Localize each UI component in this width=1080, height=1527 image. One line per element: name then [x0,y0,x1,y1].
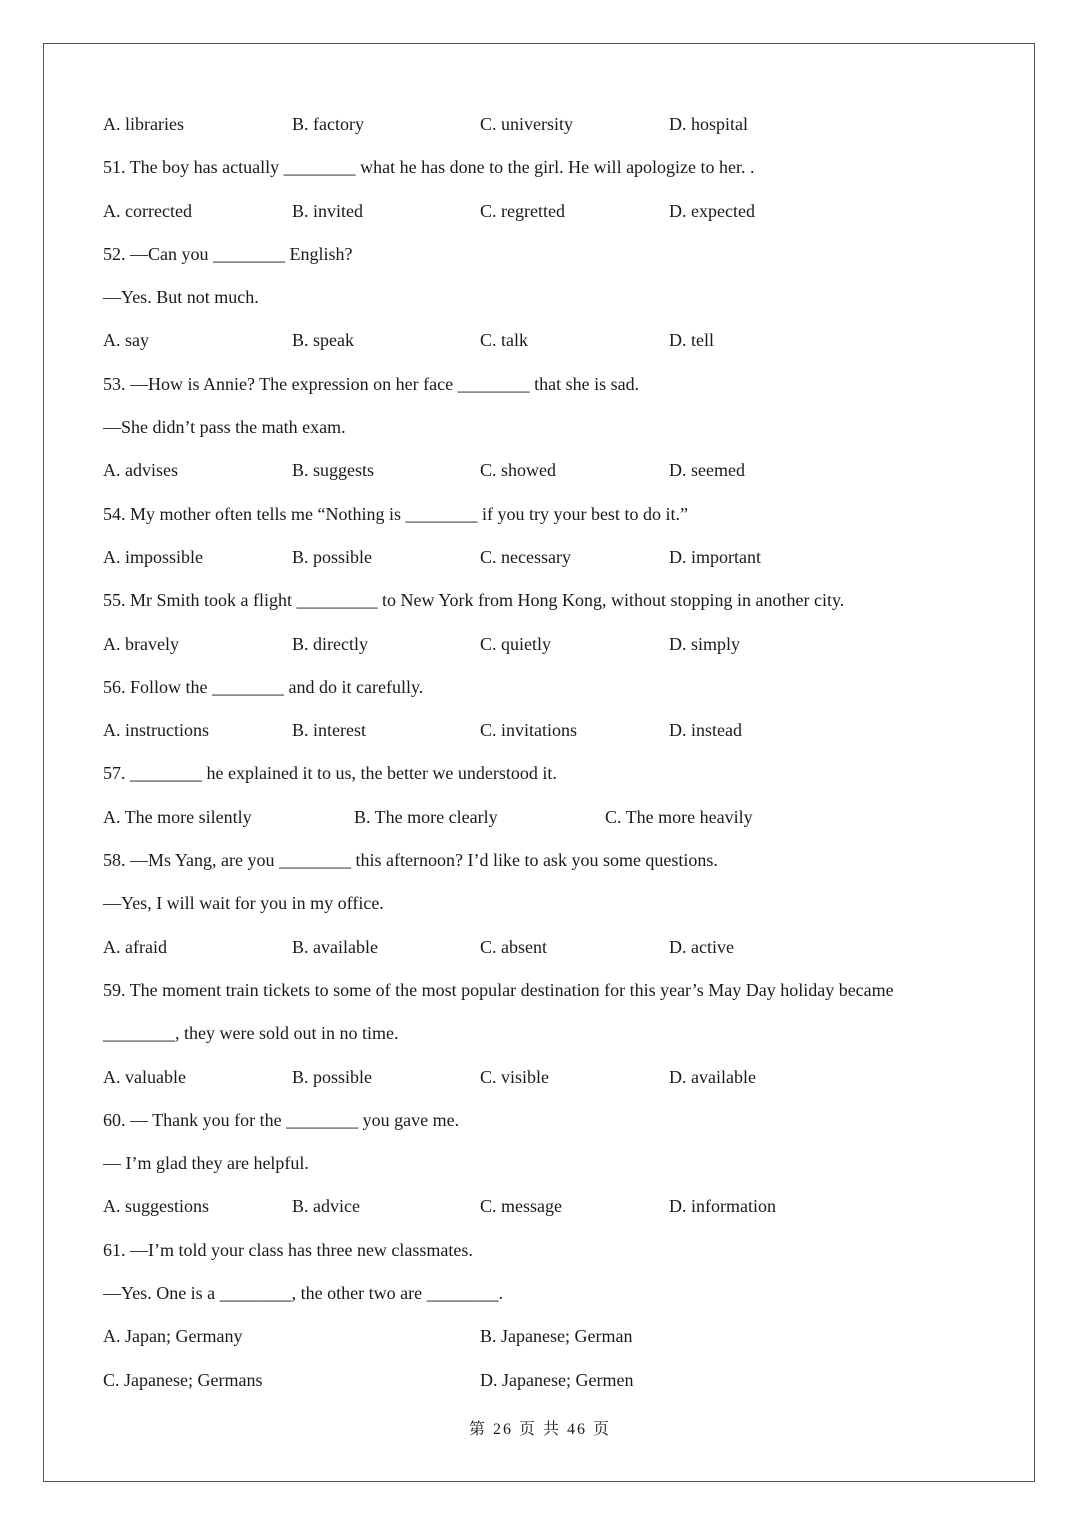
answer-option: D. information [669,1196,776,1217]
answer-option: C. talk [480,330,528,351]
question-text-line: 57. ________ he explained it to us, the better we understood it. [103,763,557,784]
answer-option: A. suggestions [103,1196,210,1217]
question-text-line: 51. The boy has actually ________ what he has done to the girl. He will apologize to her. . [103,157,755,178]
answer-option: D. hospital [669,114,748,134]
answer-options-row [103,190,983,233]
answer-option: A. bravely [103,633,179,654]
answer-option: C. necessary [480,546,571,567]
answer-options-row [103,1315,983,1358]
question-text-line: —Yes. One is a ________, the other two are ________. [103,1283,504,1304]
answer-option: B. suggests [292,460,375,481]
question-text-line: — I’m glad they are helpful. [103,1153,309,1174]
answer-option: C. university [480,114,573,134]
answer-option: A. impossible [103,546,204,567]
answer-option: B. The more clearly [354,806,498,827]
answer-option: D. seemed [669,460,745,481]
answer-option: A. afraid [103,936,167,957]
answer-options-row [103,1185,983,1228]
question-text-line: ________, they were sold out in no time. [103,1023,399,1044]
question-text-line: 61. —I’m told your class has three new classmates. [103,1239,473,1260]
answer-option: D. important [669,546,761,567]
answer-option: A. advises [103,460,178,481]
answer-option: A. The more silently [103,806,252,827]
answer-option: C. quietly [480,633,551,654]
answer-option: C. Japanese; Germans [103,1369,263,1390]
answer-option: B. advice [292,1196,360,1217]
answer-option: D. simply [669,633,741,654]
page-content [103,103,983,1402]
answer-option: C. absent [480,936,547,957]
answer-option: A. valuable [103,1066,186,1087]
answer-options-row [103,1056,983,1099]
answer-option: C. regretted [480,200,565,221]
answer-option: B. speak [292,330,354,351]
answer-option: B. possible [292,546,373,567]
question-text-line: 59. The moment train tickets to some of the most popular destination for this year’s May Day holiday became [103,979,894,1000]
question-text-line: 52. —Can you ________ English? [103,243,353,264]
answer-options-row [103,536,983,579]
answer-options-row [103,926,983,969]
answer-options-row [103,449,983,492]
answer-option: A. libraries [103,114,184,134]
answer-option: D. active [669,936,734,957]
answer-option: C. message [480,1196,562,1217]
answer-option: C. The more heavily [605,806,753,827]
question-text-line: —She didn’t pass the math exam. [103,417,346,438]
answer-option: C. visible [480,1066,550,1087]
answer-option: D. instead [669,720,742,741]
question-text-line: 53. —How is Annie? The expression on her face ________ that she is sad. [103,373,640,394]
answer-option: B. interest [292,720,366,741]
question-text-line: —Yes, I will wait for you in my office. [103,893,384,914]
answer-option: D. Japanese; Germen [480,1369,634,1390]
question-text-line: 55. Mr Smith took a flight _________ to New York from Hong Kong, without stopping in another city. [103,590,845,611]
answer-option: B. invited [292,200,363,221]
question-text-line: 58. —Ms Yang, are you ________ this afternoon? I’d like to ask you some questions. [103,850,718,871]
answer-options-row [103,796,983,839]
answer-option: A. say [103,330,149,351]
page-footer: 第 26 页 共 46 页 [468,1421,611,1438]
answer-option: B. possible [292,1066,373,1087]
answer-option: B. Japanese; German [480,1326,633,1347]
answer-option: B. factory [292,114,364,134]
answer-options-row [103,1359,983,1402]
answer-option: A. Japan; Germany [103,1326,243,1347]
question-text-line: —Yes. But not much. [103,287,259,308]
answer-options-row [103,709,983,752]
answer-option: D. tell [669,330,714,351]
question-text-line: 56. Follow the ________ and do it carefully. [103,676,424,697]
answer-option: A. corrected [103,200,192,221]
answer-option: B. directly [292,633,368,654]
answer-option: D. expected [669,200,755,221]
answer-option: D. available [669,1066,756,1087]
question-text-line: 54. My mother often tells me “Nothing is ________ if you try your best to do it.” [103,503,688,524]
answer-option: C. showed [480,460,556,481]
answer-options-row [103,319,983,362]
answer-options-row [103,623,983,666]
answer-option: A. instructions [103,720,209,741]
answer-option: B. available [292,936,378,957]
question-text-line: 60. — Thank you for the ________ you gave me. [103,1109,460,1130]
answer-options-row [103,103,983,146]
answer-option: C. invitations [480,720,578,741]
